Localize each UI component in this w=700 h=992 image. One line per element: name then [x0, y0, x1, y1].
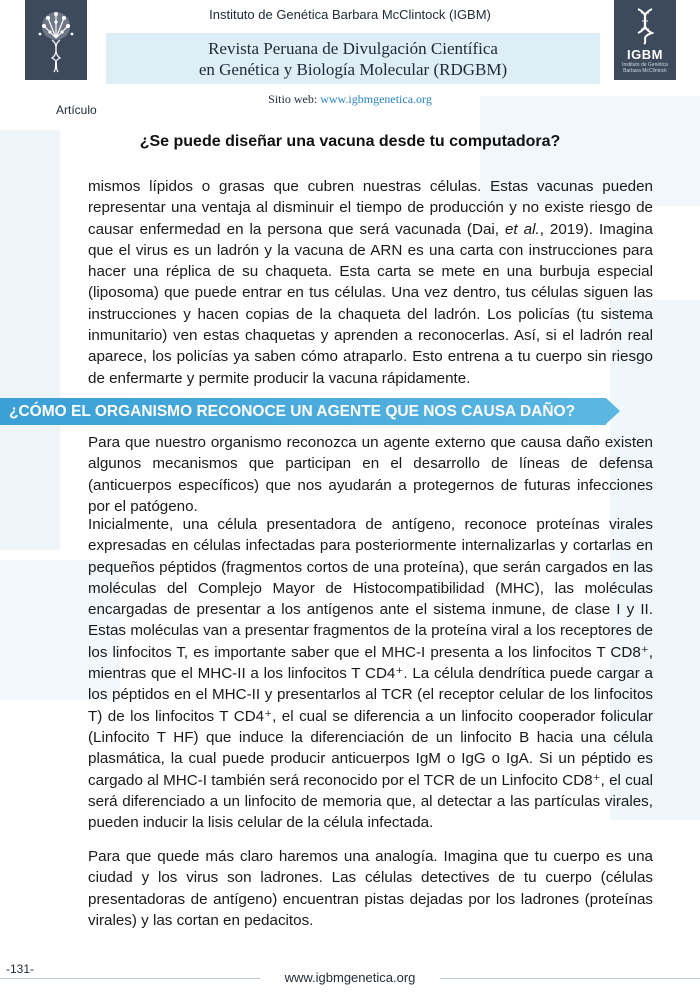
igbm-logo [614, 0, 676, 80]
dna-helix-icon [630, 7, 660, 45]
paragraph [88, 176, 653, 389]
article-title: ¿Se puede diseñar una vacuna desde tu computadora? [139, 133, 561, 150]
website-label: Sitio web: [268, 92, 321, 106]
background-band [0, 130, 60, 550]
paragraph-text: mismos lípidos o grasas que cubren nuestras células. Estas vacunas pueden representar una ventaja al disminuir el tiempo de producción y no existe riesgo de causar enfermedad en la persona que será vacunada (Dai, [88, 178, 653, 238]
citation-emphasis: et al. [504, 220, 540, 238]
logo-text: IGBM [627, 46, 663, 62]
section-heading [0, 398, 606, 425]
journal-title-line-1: Revista Peruana de Divulgación Científica [208, 38, 498, 58]
paragraph: Para que nuestro organismo reconozca un agente externo que causa daño existen algunos mecanismos que participan en el desarrollo de líneas de defensa (anticuerpos específicos) que nos ayudarán a protegernos de futuras infecciones por el patógeno. [88, 434, 653, 515]
journal-title-band [106, 33, 600, 84]
institute-logo [25, 0, 87, 80]
logo-subtitle: Instituto de Genética [622, 61, 668, 68]
dna-tree-icon [28, 4, 84, 76]
paragraph-text: , 2019). Imagina que el virus es un ladrón y la vacuna de ARN es una carta con instrucciones para hacer una réplica de su chaqueta. Esta carta se mete en una burbuja especial (liposoma) que puede entrar en tus células. Una vez dentro, tus células siguen las instrucciones y hacen copias de la chaqueta del ladrón. Los policías (tu sistema inmunitario) ven estas chaquetas y aprenden a reconocerlas. Así, si el ladrón real aparece, los policías ya saben cómo atraparlo. Esto entrena a tu cuerpo sin riesgo de enfermarte y permite producir la vacuna rápidamente. [88, 220, 653, 387]
institute-name: Instituto de Genética Barbara McClintock (IGBM) [209, 7, 491, 22]
article-type-tag: Artículo [56, 103, 97, 117]
website-link[interactable]: www.igbmgenetica.org [320, 92, 432, 106]
section-heading-text: ¿CÓMO EL ORGANISMO RECONOCE UN AGENTE QUE NOS CAUSA DAÑO? [9, 402, 576, 420]
website-line [100, 92, 600, 107]
journal-title-line-2: en Genética y Biología Molecular (RDGBM) [198, 59, 508, 79]
paragraph: Para que quede más claro haremos una analogía. Imagina que tu cuerpo es una ciudad y los virus son ladrones. Las células detectives de tu cuerpo (células presentadoras de antígeno) encuentran pistas dejadas por los ladrones (proteínas virales) y las cortan en pedacitos. [88, 848, 653, 929]
page-number: -131- [6, 962, 35, 976]
paragraph: Inicialmente, una célula presentadora de antígeno, reconoce proteínas virales expresadas en células infectadas para posteriormente internalizarlas y cortarlas en pequeños péptidos (fragmentos cortos de una proteína), que serán cargados en las moléculas del Complejo Mayor de Histocompatibilidad (MHC), las moléculas encargadas de presentar a los antígenos ante el sistema inmune, de clase I y II. Estas moléculas van a presentar fragmentos de la proteína viral a los receptores de los linfocitos T, es importante saber que el MHC-I presenta a los linfocitos T CD8⁺, mientras que el MHC-II a los linfocitos T CD4⁺. La célula dendrítica puede cargar a los péptidos en el MHC-II y presentarlos al TCR (el receptor celular de los linfocitos T) de los linfocitos T CD4⁺, el cual se diferencia a un linfocito cooperador folicular (Linfocito T HF) que induce la diferenciación de un linfocito B hacia una célula plasmática, la cual puede producir anticuerpos IgM o IgG o IgA. Si un péptido es cargado al MHC-I también será reconocido por el TCR de un Linfocito CD8⁺, el cual será diferenciado a un linfocito de memoria que, al detectar a las partículas virales, pueden inducir la lisis celular de la célula infectada. [88, 516, 653, 832]
logo-subtitle: Barbara McClintock [623, 67, 667, 74]
footer-website-link[interactable]: www.igbmgenetica.org [260, 970, 440, 985]
